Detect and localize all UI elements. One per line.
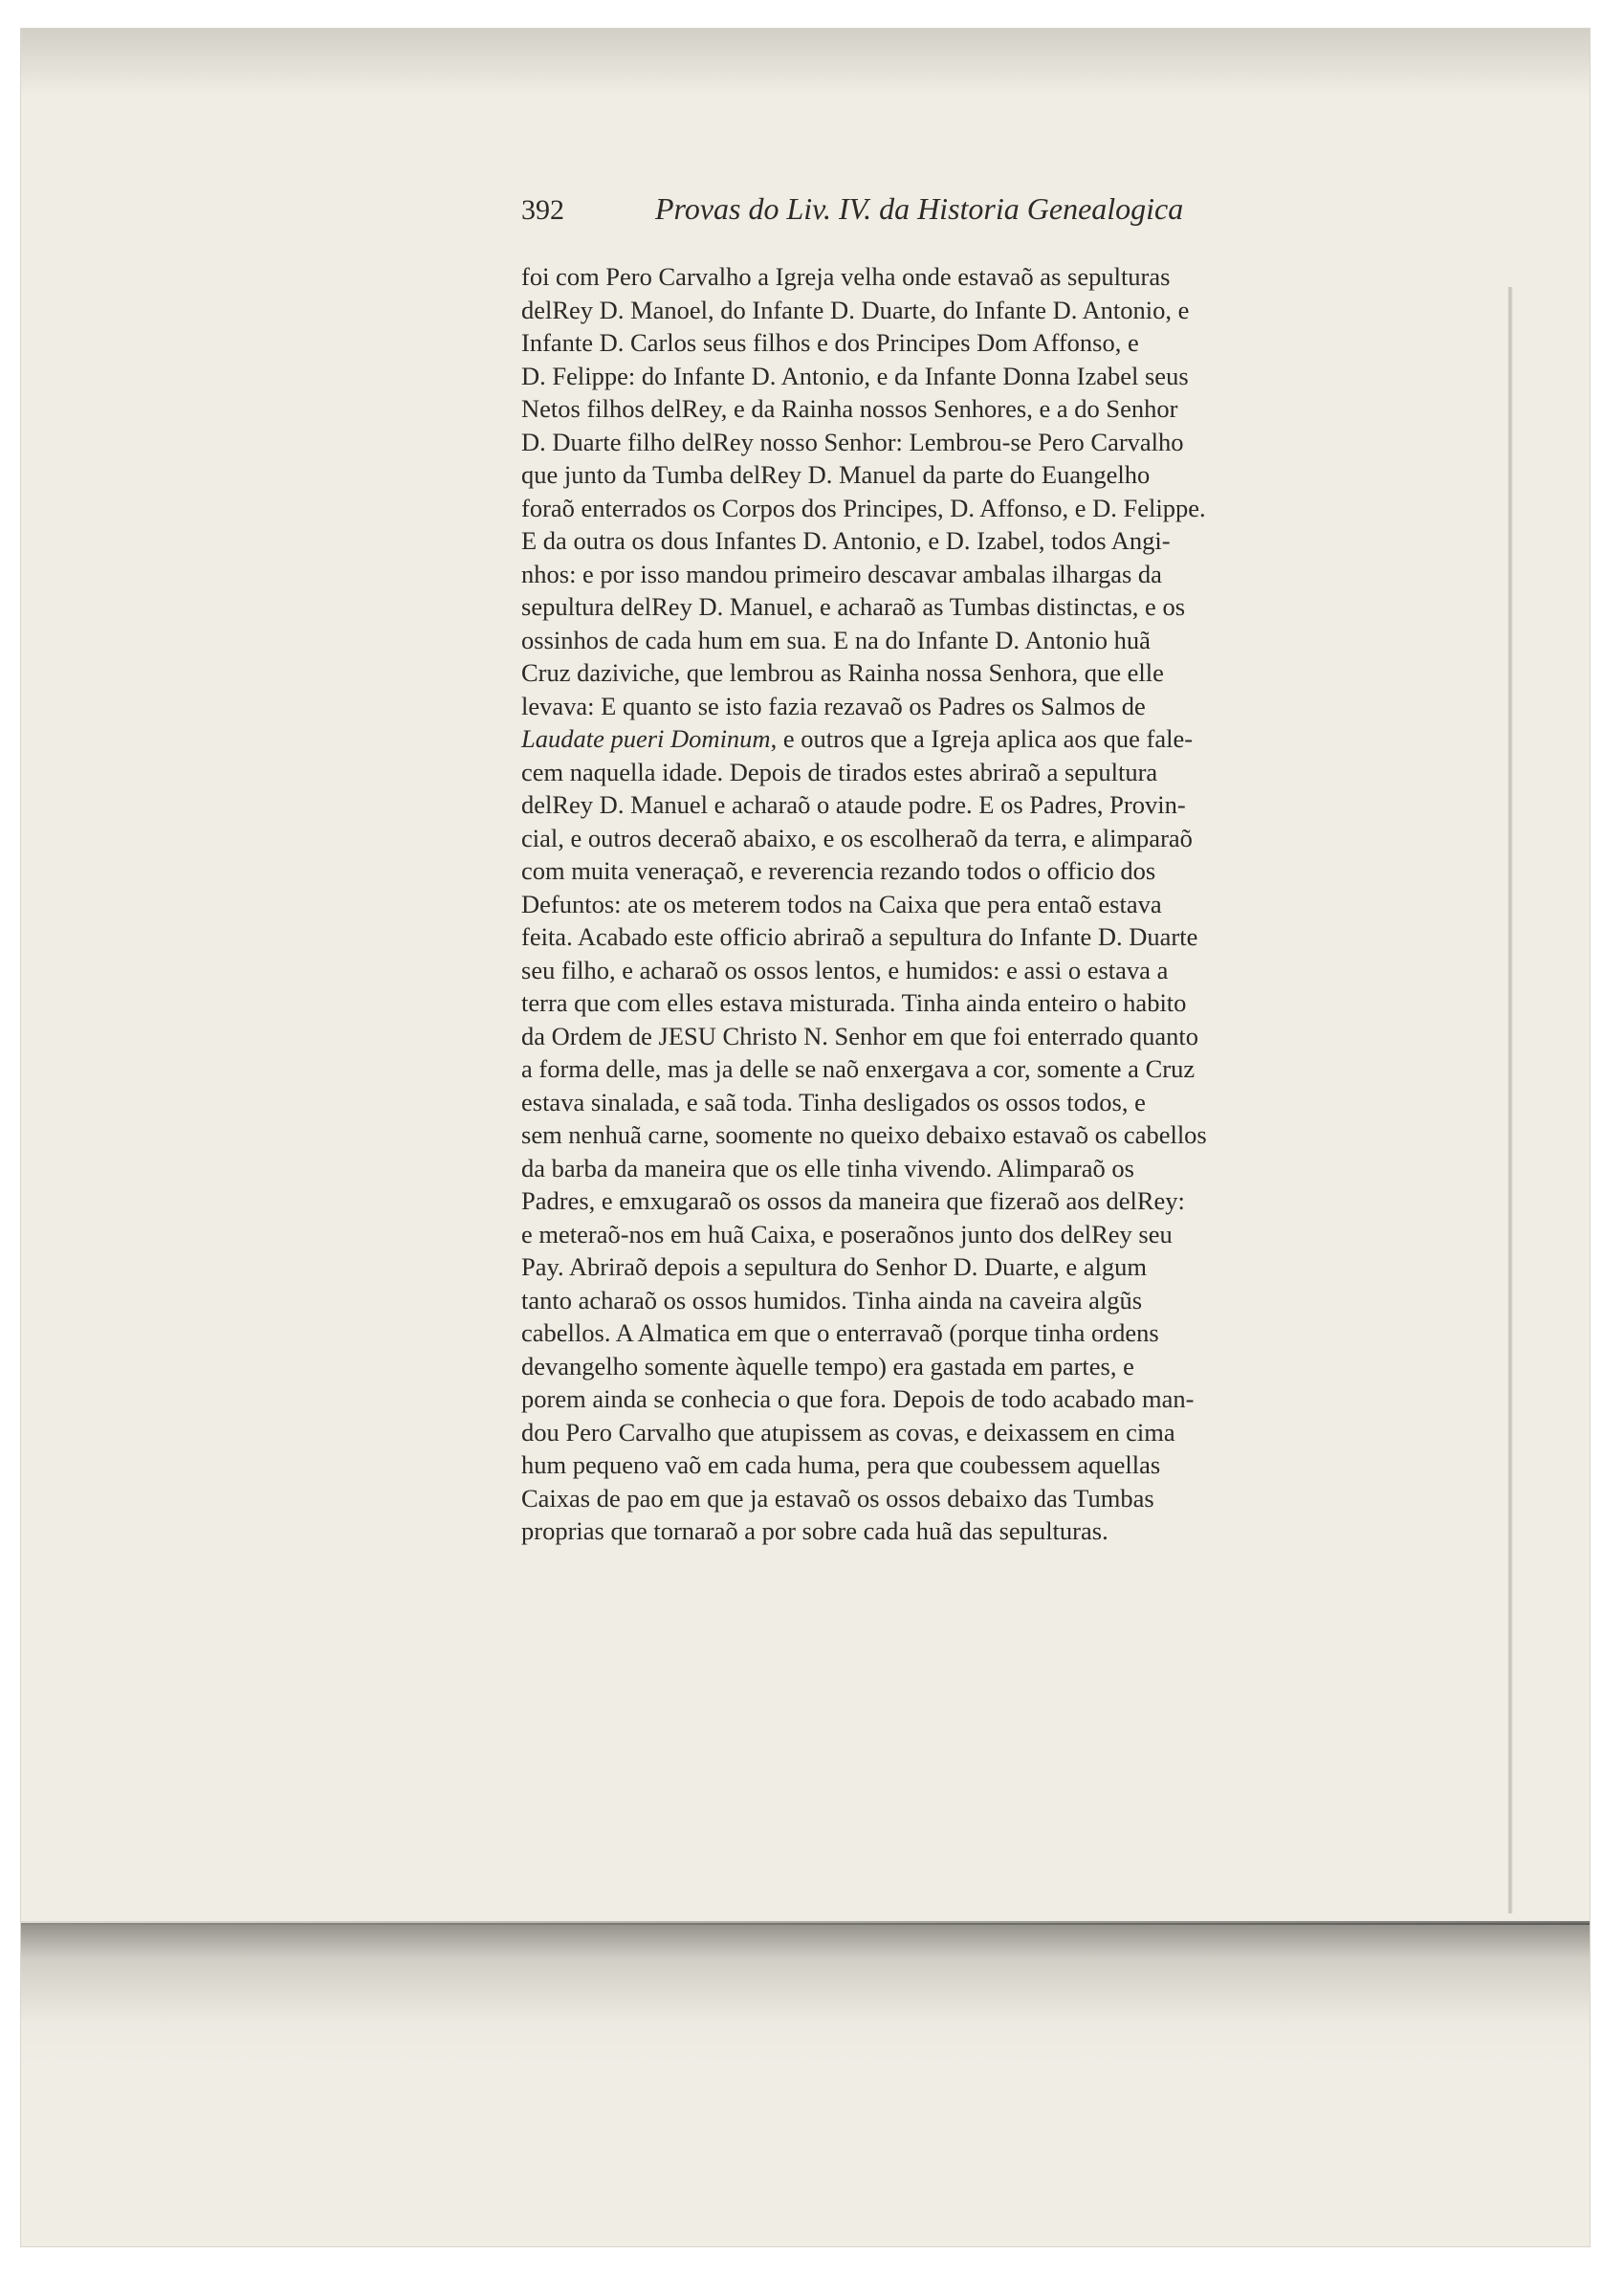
text-line: cial, e outros deceraõ abaixo, e os escolheraõ da terra, e alimparaõ	[521, 823, 1193, 852]
text-line: sepultura delRey D. Manuel, e acharaõ as Tumbas distinctas, e os	[521, 592, 1186, 621]
text-line: e meteraõ-nos em huã Caixa, e poseraõnos junto dos delRey seu	[521, 1219, 1173, 1248]
text-line: nhos: e por isso mandou primeiro descavar ambalas ilhargas da	[521, 559, 1162, 588]
running-title: Provas do Liv. IV. da Historia Genealogica	[655, 191, 1184, 226]
page-content	[521, 191, 1387, 1548]
text-line: sem nenhuã carne, soomente no queixo debaixo estavaõ os cabellos	[521, 1120, 1207, 1149]
text-line: cabellos. A Almatica em que o enterravaõ (porque tinha ordens	[521, 1318, 1159, 1347]
text-line: da Ordem de JESU Christo N. Senhor em que foi enterrado quanto	[521, 1021, 1198, 1050]
text-line: cem naquella idade. Depois de tirados estes abriraõ a sepultura	[521, 757, 1158, 786]
text-line: tanto acharaõ os ossos humidos. Tinha ainda na caveira algũs	[521, 1285, 1143, 1315]
text-line: feita. Acabado este officio abriraõ a sepultura do Infante D. Duarte	[521, 922, 1198, 951]
text-line: hum pequeno vaõ em cada huma, pera que coubessem aquellas	[521, 1450, 1161, 1479]
text-line: levava: E quanto se isto fazia rezavaõ os Padres os Salmos de	[521, 691, 1146, 720]
text-line: Cruz daziviche, que lembrou as Rainha nossa Senhora, que elle	[521, 658, 1164, 687]
text-line: Pay. Abriraõ depois a sepultura do Senhor D. Duarte, e algum	[521, 1252, 1147, 1281]
text-line: Laudate pueri Dominum, e outros que a Igreja aplica aos que fale-	[521, 724, 1194, 753]
text-line: D. Duarte filho delRey nosso Senhor: Lembrou-se Pero Carvalho	[521, 427, 1184, 456]
text-line: delRey D. Manuel e acharaõ o ataude podre. E os Padres, Provin-	[521, 790, 1186, 819]
text-line: terra que com elles estava misturada. Tinha ainda enteiro o habito	[521, 988, 1187, 1017]
text-line: devangelho somente àquelle tempo) era gastada em partes, e	[521, 1351, 1134, 1381]
text-line: foraõ enterrados os Corpos dos Principes, D. Affonso, e D. Felippe.	[521, 493, 1206, 522]
body-text	[521, 260, 1387, 1548]
fold-shadow	[21, 1923, 1590, 2066]
text-line: delRey D. Manoel, do Infante D. Duarte, do Infante D. Antonio, e	[521, 295, 1190, 324]
text-line: proprias que tornaraõ a por sobre cada huã das sepulturas.	[521, 1516, 1108, 1545]
text-line: com muita veneraçaõ, e reverencia rezando todos o officio dos	[521, 856, 1156, 885]
latin-incipit: Laudate pueri Dominum	[521, 724, 771, 753]
page-number: 392	[521, 194, 564, 226]
text-line: E da outra os dous Infantes D. Antonio, e D. Izabel, todos Angi-	[521, 526, 1171, 555]
text-line: Caixas de pao em que ja estavaõ os ossos debaixo das Tumbas	[521, 1483, 1154, 1513]
right-edge-shadow	[1507, 287, 1513, 1913]
text-line: Defuntos: ate os meterem todos na Caixa que pera entaõ estava	[521, 889, 1162, 918]
text-line: Infante D. Carlos seus filhos e dos Principes Dom Affonso, e	[521, 328, 1139, 357]
text-line: ossinhos de cada hum em sua. E na do Infante D. Antonio huã	[521, 625, 1151, 654]
text-line: estava sinalada, e saã toda. Tinha desligados os ossos todos, e	[521, 1087, 1146, 1116]
text-line: D. Felippe: do Infante D. Antonio, e da Infante Donna Izabel seus	[521, 361, 1189, 390]
text-line: dou Pero Carvalho que atupissem as covas, e deixassem en cima	[521, 1417, 1175, 1447]
running-head	[521, 191, 1387, 239]
text-line: Padres, e emxugaraõ os ossos da maneira que fizeraõ aos delRey:	[521, 1186, 1185, 1215]
text-line: porem ainda se conhecia o que fora. Depois de todo acabado man-	[521, 1384, 1195, 1413]
text-line: a forma delle, mas ja delle se naõ enxergava a cor, somente a Cruz	[521, 1054, 1196, 1083]
top-shadow	[21, 29, 1590, 96]
text-line: que junto da Tumba delRey D. Manuel da parte do Euangelho	[521, 460, 1151, 489]
text-line: foi com Pero Carvalho a Igreja velha onde estavaõ as sepulturas	[521, 262, 1171, 291]
text-line: Netos filhos delRey, e da Rainha nossos Senhores, e a do Senhor	[521, 394, 1178, 423]
text-line: da barba da maneira que os elle tinha vivendo. Alimparaõ os	[521, 1153, 1134, 1182]
text-line: seu filho, e acharaõ os ossos lentos, e humidos: e assi o estava a	[521, 955, 1169, 984]
